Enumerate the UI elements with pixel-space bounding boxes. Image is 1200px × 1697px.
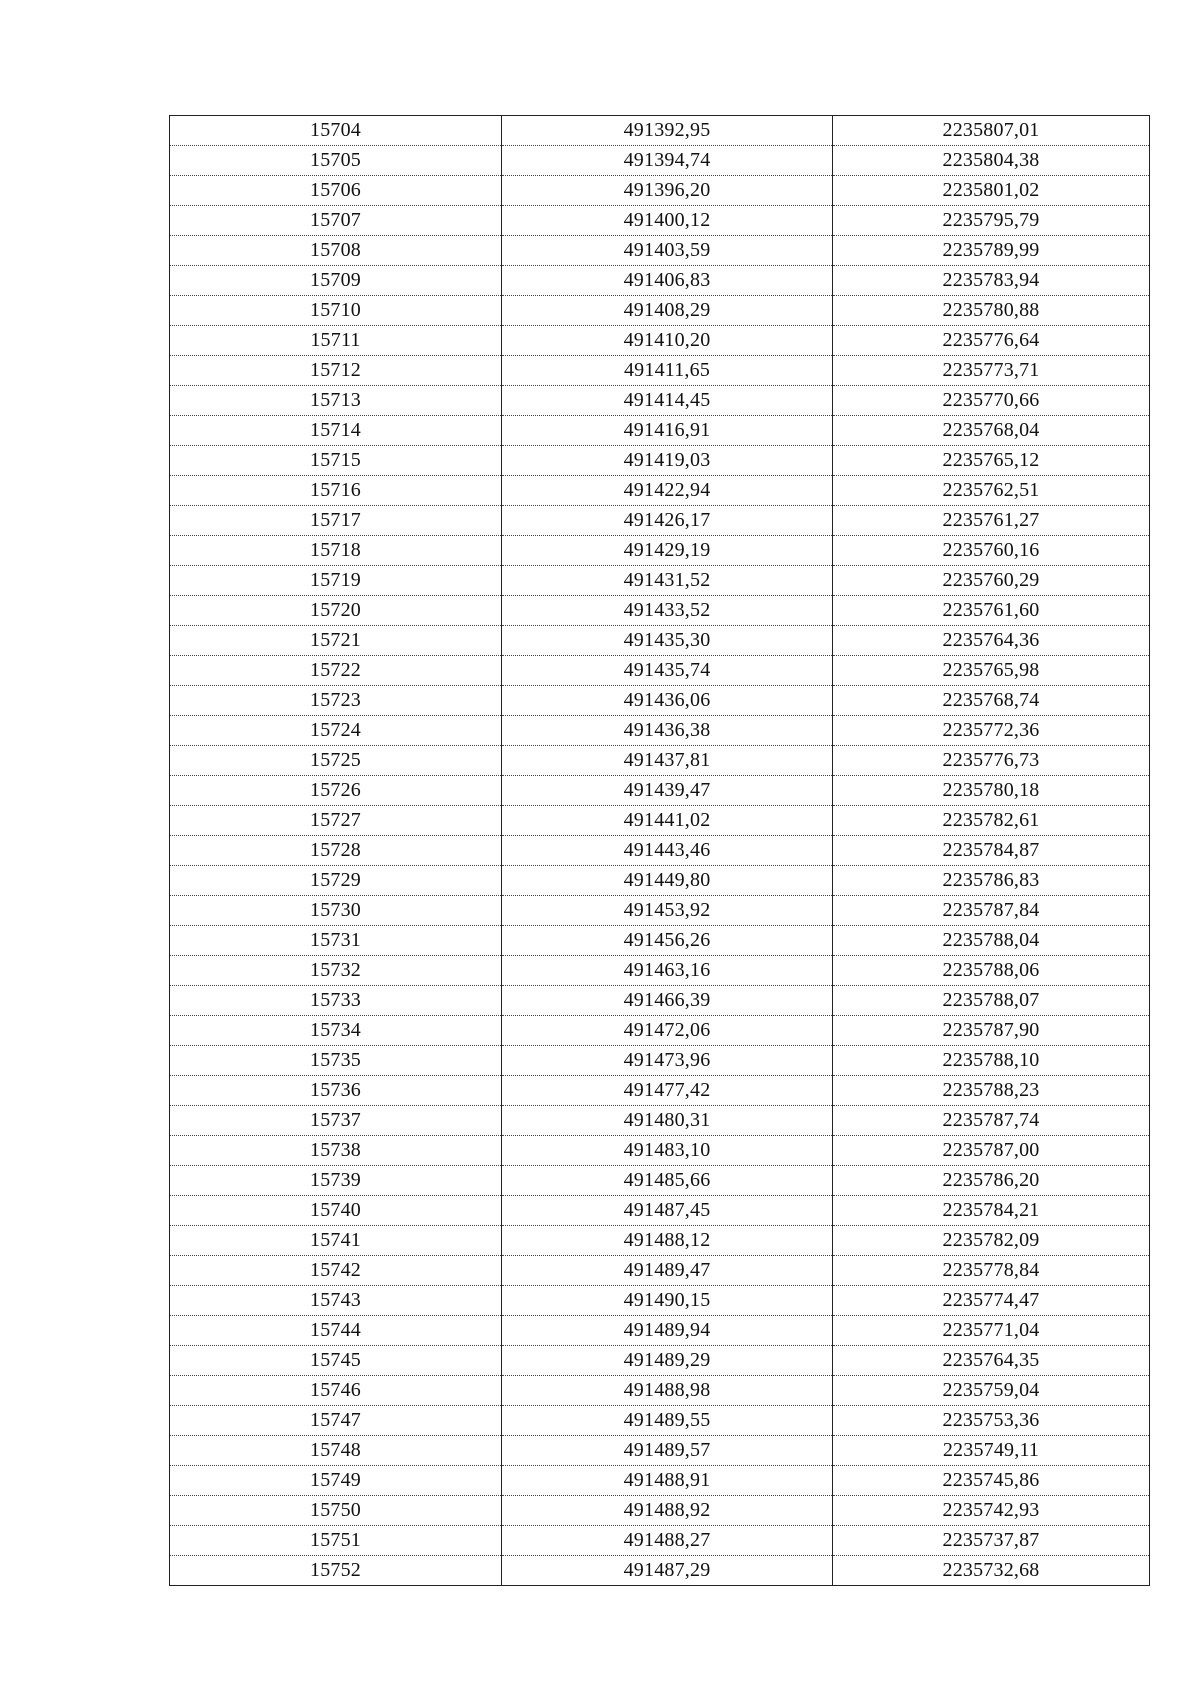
point-number-cell: 15743 [170,1286,502,1316]
point-number-cell: 15717 [170,506,502,536]
point-number-cell: 15732 [170,956,502,986]
x-coordinate-cell: 491436,06 [502,686,833,716]
y-coordinate-cell: 2235788,10 [833,1046,1150,1076]
point-number-cell: 15715 [170,446,502,476]
y-coordinate-cell: 2235780,18 [833,776,1150,806]
point-number-cell: 15736 [170,1076,502,1106]
x-coordinate-cell: 491466,39 [502,986,833,1016]
point-number-cell: 15727 [170,806,502,836]
table-row [170,1136,1150,1166]
x-coordinate-cell: 491443,46 [502,836,833,866]
point-number-cell: 15744 [170,1316,502,1346]
x-coordinate-cell: 491487,29 [502,1556,833,1586]
y-coordinate-cell: 2235765,98 [833,656,1150,686]
table-row [170,1016,1150,1046]
x-coordinate-cell: 491410,20 [502,326,833,356]
table-row [170,1406,1150,1436]
point-number-cell: 15706 [170,176,502,206]
y-coordinate-cell: 2235753,36 [833,1406,1150,1436]
table-row [170,1466,1150,1496]
table-row [170,356,1150,386]
y-coordinate-cell: 2235759,04 [833,1376,1150,1406]
table-row [170,446,1150,476]
x-coordinate-cell: 491483,10 [502,1136,833,1166]
x-coordinate-cell: 491489,29 [502,1346,833,1376]
x-coordinate-cell: 491403,59 [502,236,833,266]
x-coordinate-cell: 491441,02 [502,806,833,836]
y-coordinate-cell: 2235772,36 [833,716,1150,746]
table-row [170,1256,1150,1286]
table-row [170,1316,1150,1346]
table-row [170,416,1150,446]
y-coordinate-cell: 2235804,38 [833,146,1150,176]
table-row [170,1196,1150,1226]
y-coordinate-cell: 2235782,61 [833,806,1150,836]
x-coordinate-cell: 491431,52 [502,566,833,596]
point-number-cell: 15711 [170,326,502,356]
table-row [170,1496,1150,1526]
table-row [170,536,1150,566]
table-row [170,1556,1150,1586]
point-number-cell: 15733 [170,986,502,1016]
table-row [170,866,1150,896]
table-row [170,1106,1150,1136]
x-coordinate-cell: 491456,26 [502,926,833,956]
x-coordinate-cell: 491394,74 [502,146,833,176]
point-number-cell: 15712 [170,356,502,386]
point-number-cell: 15741 [170,1226,502,1256]
x-coordinate-cell: 491488,27 [502,1526,833,1556]
table-row [170,1076,1150,1106]
y-coordinate-cell: 2235768,74 [833,686,1150,716]
y-coordinate-cell: 2235770,66 [833,386,1150,416]
table-row [170,686,1150,716]
table-row [170,326,1150,356]
table-row [170,1436,1150,1466]
table-row [170,746,1150,776]
y-coordinate-cell: 2235807,01 [833,116,1150,146]
x-coordinate-cell: 491488,91 [502,1466,833,1496]
x-coordinate-cell: 491429,19 [502,536,833,566]
point-number-cell: 15704 [170,116,502,146]
table-row [170,896,1150,926]
y-coordinate-cell: 2235764,35 [833,1346,1150,1376]
y-coordinate-cell: 2235801,02 [833,176,1150,206]
x-coordinate-cell: 491489,57 [502,1436,833,1466]
point-number-cell: 15752 [170,1556,502,1586]
point-number-cell: 15707 [170,206,502,236]
x-coordinate-cell: 491488,92 [502,1496,833,1526]
table-row [170,836,1150,866]
point-number-cell: 15719 [170,566,502,596]
x-coordinate-cell: 491489,47 [502,1256,833,1286]
y-coordinate-cell: 2235761,27 [833,506,1150,536]
point-number-cell: 15726 [170,776,502,806]
y-coordinate-cell: 2235788,07 [833,986,1150,1016]
y-coordinate-cell: 2235788,23 [833,1076,1150,1106]
table-row [170,1166,1150,1196]
point-number-cell: 15740 [170,1196,502,1226]
point-number-cell: 15731 [170,926,502,956]
x-coordinate-cell: 491433,52 [502,596,833,626]
y-coordinate-cell: 2235768,04 [833,416,1150,446]
x-coordinate-cell: 491480,31 [502,1106,833,1136]
coordinates-table-body [170,116,1150,1586]
point-number-cell: 15749 [170,1466,502,1496]
table-row [170,566,1150,596]
table-row [170,1526,1150,1556]
y-coordinate-cell: 2235762,51 [833,476,1150,506]
table-row [170,176,1150,206]
x-coordinate-cell: 491489,55 [502,1406,833,1436]
point-number-cell: 15746 [170,1376,502,1406]
point-number-cell: 15737 [170,1106,502,1136]
table-row [170,776,1150,806]
y-coordinate-cell: 2235787,90 [833,1016,1150,1046]
y-coordinate-cell: 2235787,84 [833,896,1150,926]
y-coordinate-cell: 2235765,12 [833,446,1150,476]
x-coordinate-cell: 491473,96 [502,1046,833,1076]
point-number-cell: 15751 [170,1526,502,1556]
y-coordinate-cell: 2235761,60 [833,596,1150,626]
y-coordinate-cell: 2235783,94 [833,266,1150,296]
y-coordinate-cell: 2235780,88 [833,296,1150,326]
y-coordinate-cell: 2235732,68 [833,1556,1150,1586]
table-row [170,236,1150,266]
point-number-cell: 15734 [170,1016,502,1046]
y-coordinate-cell: 2235764,36 [833,626,1150,656]
y-coordinate-cell: 2235782,09 [833,1226,1150,1256]
point-number-cell: 15713 [170,386,502,416]
y-coordinate-cell: 2235787,00 [833,1136,1150,1166]
table-row [170,956,1150,986]
x-coordinate-cell: 491463,16 [502,956,833,986]
table-row [170,1346,1150,1376]
x-coordinate-cell: 491490,15 [502,1286,833,1316]
y-coordinate-cell: 2235787,74 [833,1106,1150,1136]
x-coordinate-cell: 491416,91 [502,416,833,446]
table-row [170,476,1150,506]
coordinates-table [169,115,1150,1586]
point-number-cell: 15722 [170,656,502,686]
point-number-cell: 15723 [170,686,502,716]
point-number-cell: 15724 [170,716,502,746]
x-coordinate-cell: 491400,12 [502,206,833,236]
x-coordinate-cell: 491487,45 [502,1196,833,1226]
table-row [170,296,1150,326]
x-coordinate-cell: 491437,81 [502,746,833,776]
point-number-cell: 15735 [170,1046,502,1076]
y-coordinate-cell: 2235776,73 [833,746,1150,776]
table-row [170,986,1150,1016]
point-number-cell: 15738 [170,1136,502,1166]
x-coordinate-cell: 491396,20 [502,176,833,206]
x-coordinate-cell: 491419,03 [502,446,833,476]
x-coordinate-cell: 491392,95 [502,116,833,146]
y-coordinate-cell: 2235788,06 [833,956,1150,986]
y-coordinate-cell: 2235774,47 [833,1286,1150,1316]
point-number-cell: 15729 [170,866,502,896]
point-number-cell: 15728 [170,836,502,866]
x-coordinate-cell: 491489,94 [502,1316,833,1346]
y-coordinate-cell: 2235778,84 [833,1256,1150,1286]
point-number-cell: 15750 [170,1496,502,1526]
y-coordinate-cell: 2235773,71 [833,356,1150,386]
table-row [170,716,1150,746]
table-row [170,386,1150,416]
point-number-cell: 15718 [170,536,502,566]
point-number-cell: 15721 [170,626,502,656]
y-coordinate-cell: 2235742,93 [833,1496,1150,1526]
x-coordinate-cell: 491426,17 [502,506,833,536]
x-coordinate-cell: 491422,94 [502,476,833,506]
x-coordinate-cell: 491435,74 [502,656,833,686]
x-coordinate-cell: 491439,47 [502,776,833,806]
table-row [170,926,1150,956]
y-coordinate-cell: 2235789,99 [833,236,1150,266]
table-row [170,206,1150,236]
table-row [170,266,1150,296]
table-row [170,1046,1150,1076]
x-coordinate-cell: 491408,29 [502,296,833,326]
y-coordinate-cell: 2235776,64 [833,326,1150,356]
x-coordinate-cell: 491477,42 [502,1076,833,1106]
x-coordinate-cell: 491406,83 [502,266,833,296]
point-number-cell: 15747 [170,1406,502,1436]
y-coordinate-cell: 2235786,83 [833,866,1150,896]
point-number-cell: 15705 [170,146,502,176]
x-coordinate-cell: 491436,38 [502,716,833,746]
x-coordinate-cell: 491485,66 [502,1166,833,1196]
table-row [170,806,1150,836]
y-coordinate-cell: 2235749,11 [833,1436,1150,1466]
point-number-cell: 15708 [170,236,502,266]
x-coordinate-cell: 491488,98 [502,1376,833,1406]
y-coordinate-cell: 2235786,20 [833,1166,1150,1196]
point-number-cell: 15745 [170,1346,502,1376]
table-row [170,1286,1150,1316]
point-number-cell: 15739 [170,1166,502,1196]
x-coordinate-cell: 491472,06 [502,1016,833,1046]
point-number-cell: 15748 [170,1436,502,1466]
y-coordinate-cell: 2235760,29 [833,566,1150,596]
point-number-cell: 15709 [170,266,502,296]
point-number-cell: 15720 [170,596,502,626]
table-row [170,146,1150,176]
y-coordinate-cell: 2235760,16 [833,536,1150,566]
x-coordinate-cell: 491435,30 [502,626,833,656]
y-coordinate-cell: 2235737,87 [833,1526,1150,1556]
table-row [170,1376,1150,1406]
y-coordinate-cell: 2235788,04 [833,926,1150,956]
table-row [170,116,1150,146]
x-coordinate-cell: 491411,65 [502,356,833,386]
y-coordinate-cell: 2235795,79 [833,206,1150,236]
y-coordinate-cell: 2235784,87 [833,836,1150,866]
x-coordinate-cell: 491449,80 [502,866,833,896]
x-coordinate-cell: 491488,12 [502,1226,833,1256]
point-number-cell: 15725 [170,746,502,776]
x-coordinate-cell: 491453,92 [502,896,833,926]
point-number-cell: 15742 [170,1256,502,1286]
x-coordinate-cell: 491414,45 [502,386,833,416]
y-coordinate-cell: 2235745,86 [833,1466,1150,1496]
y-coordinate-cell: 2235771,04 [833,1316,1150,1346]
point-number-cell: 15714 [170,416,502,446]
point-number-cell: 15710 [170,296,502,326]
table-row [170,1226,1150,1256]
point-number-cell: 15716 [170,476,502,506]
table-row [170,626,1150,656]
point-number-cell: 15730 [170,896,502,926]
table-row [170,596,1150,626]
table-row [170,656,1150,686]
y-coordinate-cell: 2235784,21 [833,1196,1150,1226]
table-row [170,506,1150,536]
